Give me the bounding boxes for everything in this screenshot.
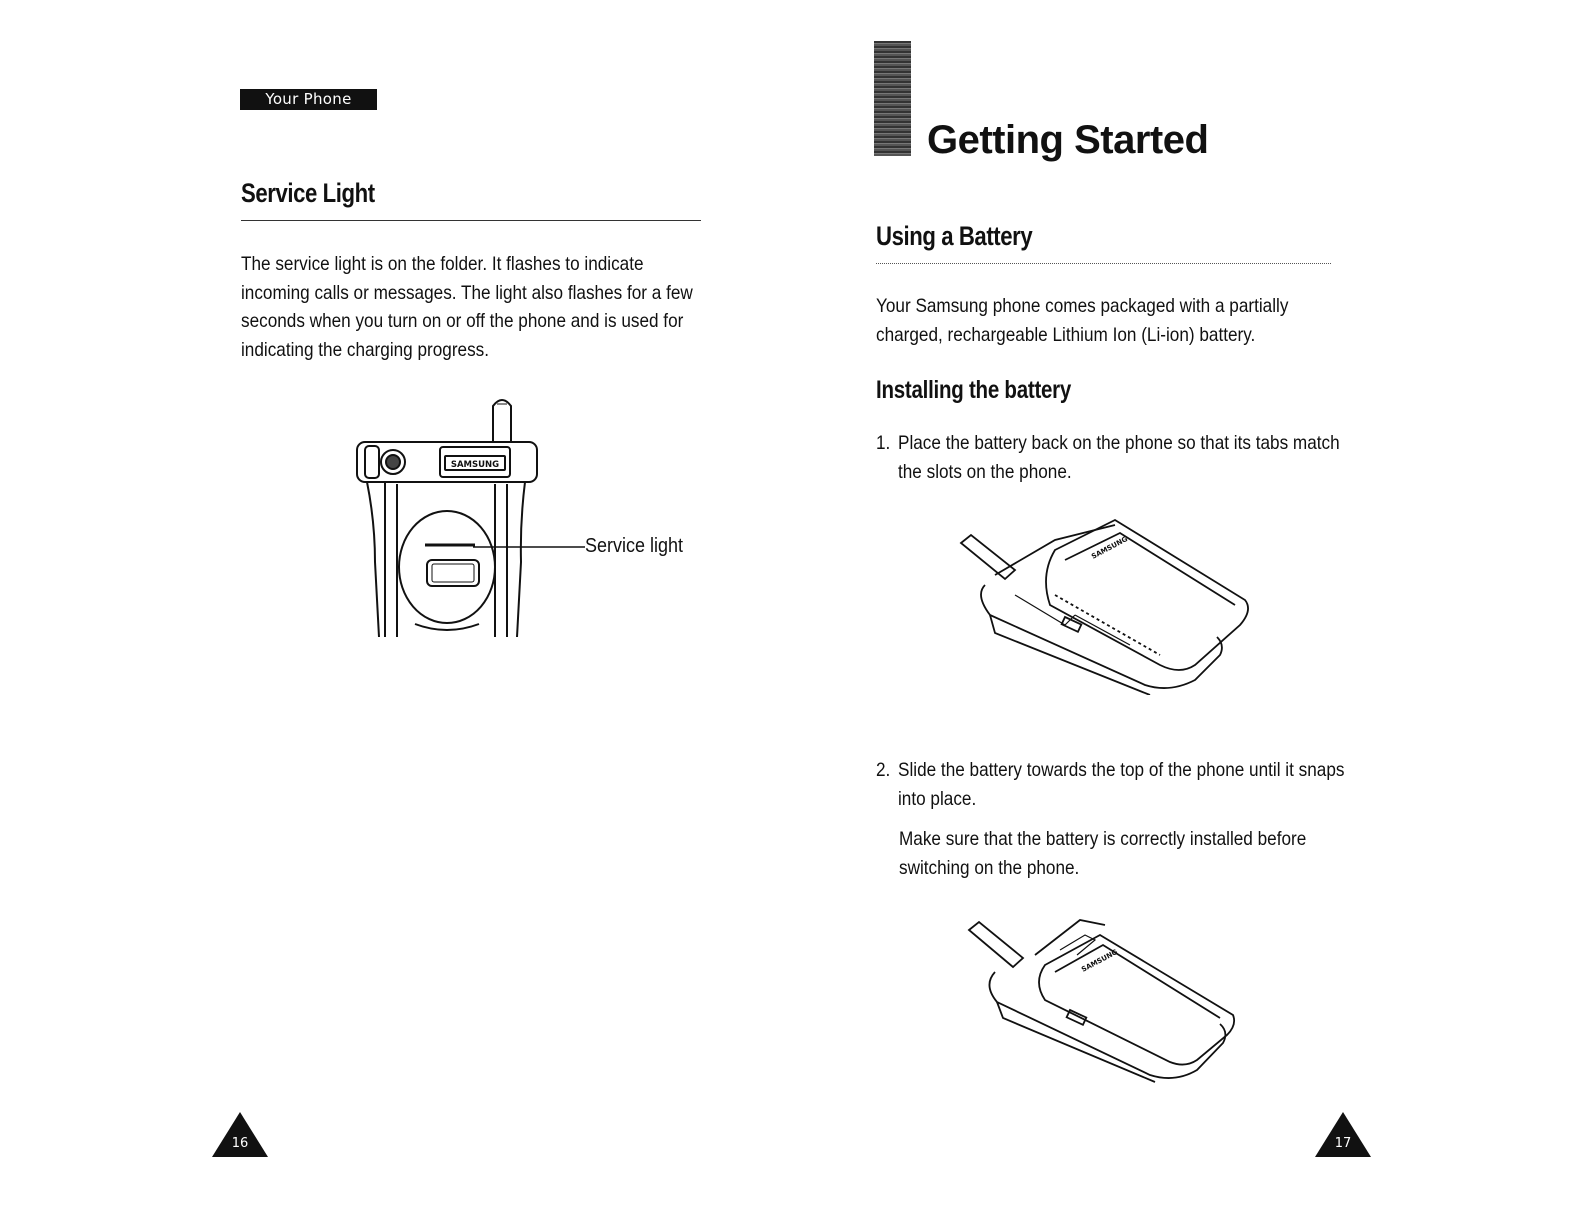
section-tab: Your Phone — [240, 89, 377, 110]
page-number-16: 16 — [231, 1136, 249, 1151]
heading-rule — [241, 220, 701, 221]
step-number: 1. — [876, 432, 891, 454]
battery-install-illustration-2 — [965, 910, 1245, 1085]
battery-note: Make sure that the battery is correctly installed before switching on the phone. — [899, 828, 1307, 879]
section-heading-service-light: Service Light — [241, 178, 375, 208]
step-number: 2. — [876, 759, 891, 781]
step-1 — [876, 429, 1347, 486]
step-text: Slide the battery towards the top of the phone until it snaps into place. — [898, 759, 1345, 810]
subheading-installing-battery: Installing the battery — [876, 376, 1072, 404]
phone-brand-text: SAMSUNG — [450, 460, 500, 470]
phone-front-illustration — [345, 392, 585, 642]
page-number-marker-right — [1313, 1110, 1373, 1160]
section-heading-using-battery: Using a Battery — [876, 221, 1033, 251]
step-2 — [876, 756, 1347, 813]
step-text: Place the battery back on the phone so that its tabs match the slots on the phone. — [898, 432, 1340, 483]
service-light-paragraph — [241, 250, 711, 364]
chapter-title: Getting Started — [927, 118, 1209, 162]
chapter-marker-bar — [874, 41, 911, 156]
battery-intro-paragraph: Your Samsung phone comes packaged with a partially charged, rechargeable Lithium Ion (Li-ion) battery. — [876, 295, 1289, 346]
battery-install-illustration-1 — [955, 515, 1255, 695]
battery-brand-text: SAMSUNG — [1080, 948, 1120, 974]
page-number-17: 17 — [1334, 1136, 1352, 1151]
paragraph-text: The service light is on the folder. It flashes to indicate incoming calls or messages. The light also flashes for a few seconds when you turn on or off the phone and is used for indicating the charging progress. — [241, 253, 693, 361]
page-number-marker-left — [210, 1110, 270, 1160]
callout-label-service-light: Service light — [585, 535, 684, 557]
battery-brand-text: SAMSUNG — [1090, 535, 1130, 561]
heading-rule — [876, 263, 1331, 264]
